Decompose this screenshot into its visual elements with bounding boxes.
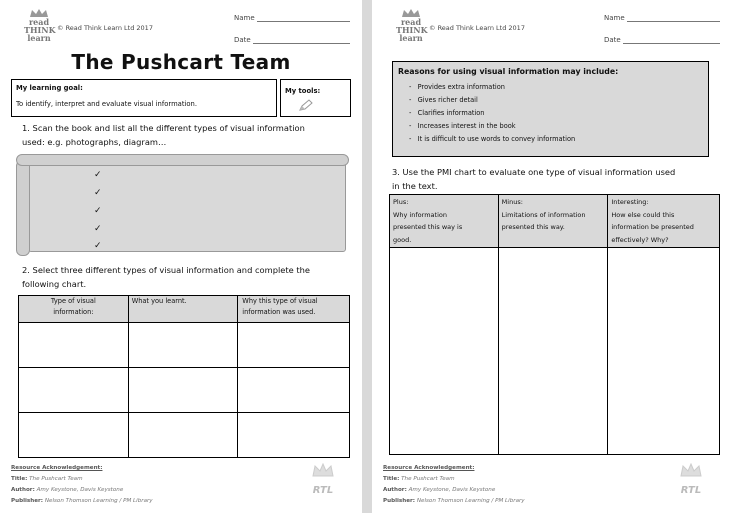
reasons-title: Reasons for using visual information may include: [398, 67, 619, 76]
ack-heading: Resource Acknowledgement: [383, 465, 475, 471]
rtl-crown-icon [308, 463, 338, 477]
tick-3-icon: ✓ [94, 206, 102, 216]
pmi-minus-line-1: Minus: [501, 198, 523, 206]
pmi-minus-line-3: presented this way. [501, 223, 565, 231]
pmi-header-plus [390, 195, 499, 248]
chart-header-learnt [128, 296, 238, 323]
tools-label: My tools: [285, 87, 321, 95]
name-label: Name [604, 14, 625, 22]
ack-publisher-label: Publisher: [11, 498, 44, 504]
page-title: The Pushcart Team [71, 50, 291, 74]
question-2-line-1: 2. Select three different types of visual information and complete the [22, 265, 310, 275]
chart-cell-r3-c1[interactable] [19, 413, 129, 458]
name-label: Name [234, 14, 255, 22]
name-field[interactable] [627, 21, 720, 22]
pmi-plus-line-3: presented this way is [393, 223, 463, 231]
reason-text-2: Gives richer detail [417, 96, 478, 104]
ack-title-label: Title: [383, 476, 400, 482]
ack-author-value: Amy Keystone, Davis Keystone [36, 487, 124, 493]
pmi-interesting-line-4: effectively? Why? [611, 235, 669, 244]
read-think-learn-logo [396, 8, 426, 50]
pmi-plus-line-2: Why information [393, 210, 447, 219]
reason-item-4: - Increases interest in the book [409, 122, 516, 130]
question-1-line-1: 1. Scan the book and list all the different types of visual information [22, 123, 305, 133]
date-label: Date [604, 36, 621, 44]
learning-goal-text: To identify, interpret and evaluate visual information. [16, 100, 198, 108]
pmi-cell-plus[interactable] [390, 248, 499, 455]
worksheet-page-left [0, 0, 362, 513]
reason-text-3: Clarifies information [417, 109, 485, 117]
pmi-interesting-line-2: How else could this [611, 210, 675, 219]
chart-cell-r1-c3[interactable] [238, 323, 350, 368]
ack-author-label: Author: [11, 487, 35, 493]
tick-2-icon: ✓ [94, 188, 102, 198]
chart-header-type [19, 296, 129, 323]
date-field[interactable] [253, 43, 350, 44]
chart-cell-r1-c1[interactable] [19, 323, 129, 368]
scroll-body[interactable] [28, 158, 346, 252]
reason-text-5: It is difficult to use words to convey information [417, 135, 576, 143]
reasons-box [392, 61, 709, 157]
pmi-header-minus [498, 195, 608, 248]
pmi-cell-interesting[interactable] [608, 248, 720, 455]
ack-publisher-value: Nelson Thomson Learning / PM Library [416, 498, 525, 504]
rtl-logo [676, 462, 706, 496]
rtl-text: RTL [680, 485, 702, 496]
ack-publisher-value: Nelson Thomson Learning / PM Library [44, 498, 153, 504]
reason-item-5: - It is difficult to use words to convey information [409, 135, 576, 143]
chart-cell-r2-c1[interactable] [19, 368, 129, 413]
learning-goal-label: My learning goal: [16, 84, 83, 92]
chart-cell-r2-c3[interactable] [238, 368, 350, 413]
logo-word-2: THINK [24, 25, 56, 35]
chart-header-why-line-1: Why this type of visual [242, 297, 318, 305]
answer-scroll [16, 154, 349, 256]
logo-word-3: learn [27, 33, 51, 43]
chart-header-type-line-1: Type of visual [50, 297, 96, 305]
logo-word-2: THINK [396, 25, 428, 35]
chart-header-type-line-2: information: [53, 308, 94, 316]
copyright-text: © Read Think Learn Ltd 2017 [429, 24, 525, 32]
date-field[interactable] [623, 43, 720, 44]
ack-title-value: The Pushcart Team [401, 476, 455, 482]
chart-header-why-line-2: information was used. [242, 308, 316, 316]
visual-info-chart [18, 295, 350, 458]
resource-acknowledgement [11, 463, 153, 507]
logo-word-3: learn [399, 33, 423, 43]
ack-title-value: The Pushcart Team [29, 476, 83, 482]
pmi-cell-minus[interactable] [498, 248, 608, 455]
reason-item-3: - Clarifies information [409, 109, 485, 117]
reason-item-1: - Provides extra information [409, 83, 505, 91]
chart-cell-r3-c2[interactable] [128, 413, 238, 458]
resource-acknowledgement [383, 463, 525, 507]
pmi-minus-line-2: Limitations of information [501, 210, 586, 219]
tools-box [280, 79, 351, 117]
tick-1-icon: ✓ [94, 170, 102, 180]
worksheet-page-right [372, 0, 732, 513]
scroll-curl-top [16, 154, 349, 166]
pmi-interesting-line-3: information be presented [611, 223, 694, 231]
ack-publisher-label: Publisher: [383, 498, 416, 504]
reason-text-1: Provides extra information [417, 83, 505, 91]
pmi-plus-line-1: Plus: [393, 198, 409, 206]
ack-author-label: Author: [383, 487, 407, 493]
copyright-text: © Read Think Learn Ltd 2017 [57, 24, 153, 32]
question-3-line-1: 3. Use the PMI chart to evaluate one type of visual information used [392, 167, 676, 177]
logo-word-1: read [28, 17, 50, 27]
ack-heading: Resource Acknowledgement: [11, 465, 103, 471]
question-2-line-2: following chart. [22, 279, 87, 289]
reason-item-2: - Gives richer detail [409, 96, 478, 104]
chart-cell-r1-c2[interactable] [128, 323, 238, 368]
rtl-logo [308, 462, 338, 496]
logo-word-1: read [400, 17, 422, 27]
chart-header-why [238, 296, 350, 323]
scroll-curl-left [16, 160, 30, 256]
ack-title-label: Title: [11, 476, 28, 482]
learning-goal-box [11, 79, 277, 117]
date-label: Date [234, 36, 251, 44]
tick-4-icon: ✓ [94, 224, 102, 234]
pmi-header-interesting [608, 195, 720, 248]
chart-cell-r2-c2[interactable] [128, 368, 238, 413]
ack-author-value: Amy Keystone, Davis Keystone [408, 487, 496, 493]
question-1-line-2: used: e.g. photographs, diagram… [22, 137, 167, 147]
rtl-crown-icon [676, 463, 706, 477]
tick-5-icon: ✓ [94, 241, 102, 251]
chart-header-learnt-line-1: What you learnt. [131, 297, 187, 305]
pmi-interesting-line-1: Interesting: [611, 198, 649, 206]
rtl-text: RTL [312, 485, 334, 496]
question-3-line-2: in the text. [392, 181, 438, 191]
pmi-chart [389, 194, 720, 455]
chart-cell-r3-c3[interactable] [238, 413, 350, 458]
pmi-plus-line-4: good. [393, 235, 412, 244]
name-field[interactable] [257, 21, 350, 22]
reason-text-4: Increases interest in the book [417, 122, 516, 130]
pencil-icon [299, 99, 313, 111]
read-think-learn-logo [24, 8, 54, 50]
